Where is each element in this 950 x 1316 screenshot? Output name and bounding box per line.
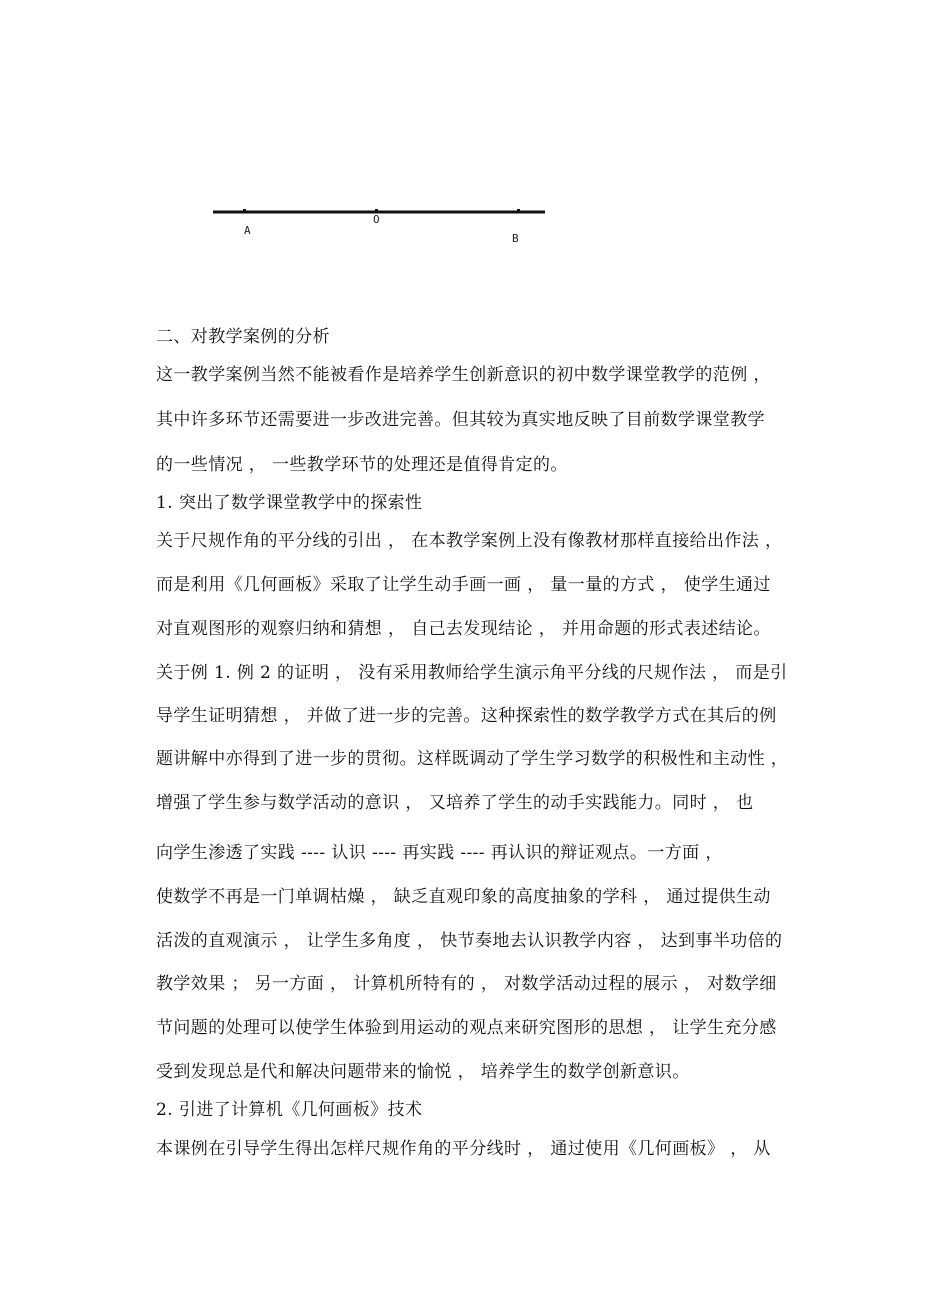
point-b-mark: [517, 209, 520, 212]
point-a-label: A: [244, 224, 251, 237]
number-line-figure: [0, 0, 950, 320]
paragraph-line: 增强了学生参与数学活动的意识 ， 又培养了学生的动手实践能力。同时 ， 也: [156, 793, 754, 813]
subsection-heading: 1. 突出了数学课堂教学中的探索性: [156, 493, 423, 513]
paragraph-line: 而是利用《几何画板》采取了让学生动手画一画 ， 量一量的方式 ， 使学生通过: [156, 575, 771, 595]
paragraph-line: 使数学不再是一门单调枯燥 ， 缺乏直观印象的高度抽象的学科 ， 通过提供生动: [156, 887, 771, 907]
paragraph-line: 向学生渗透了实践 ---- 认识 ---- 再实践 ---- 再认识的辩证观点。一方面 ，: [156, 843, 723, 863]
paragraph-line: 受到发现总是代和解决问题带来的愉悦 ， 培养学生的数学创新意识。: [156, 1062, 690, 1082]
paragraph-line: 这一教学案例当然不能被看作是培养学生创新意识的初中数学课堂教学的范例 ，: [156, 365, 771, 385]
paragraph-line: 题讲解中亦得到了进一步的贯彻。这样既调动了学生学习数学的积极性和主动性 ，: [156, 749, 789, 769]
subsection-heading: 2. 引进了计算机《几何画板》技术: [156, 1100, 423, 1120]
point-o-label: O: [373, 213, 380, 226]
paragraph-line: 教学效果 ； 另一方面 ， 计算机所特有的 ， 对数学活动过程的展示 ， 对数学细: [156, 974, 777, 994]
paragraph-line: 关于尺规作角的平分线的引出 ， 在本教学案例上没有像教材那样直接给出作法 ，: [156, 531, 783, 551]
point-a-mark: [243, 209, 246, 212]
paragraph-line: 对直观图形的观察归纳和猜想 ， 自己去发现结论 ， 并用命题的形式表述结论。: [156, 619, 771, 639]
point-b-label: B: [512, 232, 519, 245]
section-heading: 二、对教学案例的分析: [156, 327, 330, 347]
paragraph-line: 本课例在引导学生得出怎样尺规作角的平分线时 ， 通过使用《几何画板》 ， 从: [156, 1139, 771, 1159]
paragraph-line: 活泼的直观演示 ， 让学生多角度 ， 快节奏地去认识教学内容 ， 达到事半功倍的: [156, 931, 783, 951]
paragraph-line: 其中许多环节还需要进一步改进完善。但其较为真实地反映了目前数学课堂教学: [156, 410, 765, 430]
point-o-mark: [375, 209, 378, 212]
paragraph-line: 关于例 1. 例 2 的证明 ， 没有采用教师给学生演示角平分线的尺规作法 ， 而是引: [156, 663, 788, 683]
paragraph-line: 导学生证明猜想 ， 并做了进一步的完善。这种探索性的数学教学方式在其后的例: [156, 706, 777, 726]
paragraph-line: 的一些情况 ， 一些教学环节的处理还是值得肯定的。: [156, 455, 568, 475]
paragraph-line: 节问题的处理可以使学生体验到用运动的观点来研究图形的思想 ， 让学生充分感: [156, 1018, 777, 1038]
